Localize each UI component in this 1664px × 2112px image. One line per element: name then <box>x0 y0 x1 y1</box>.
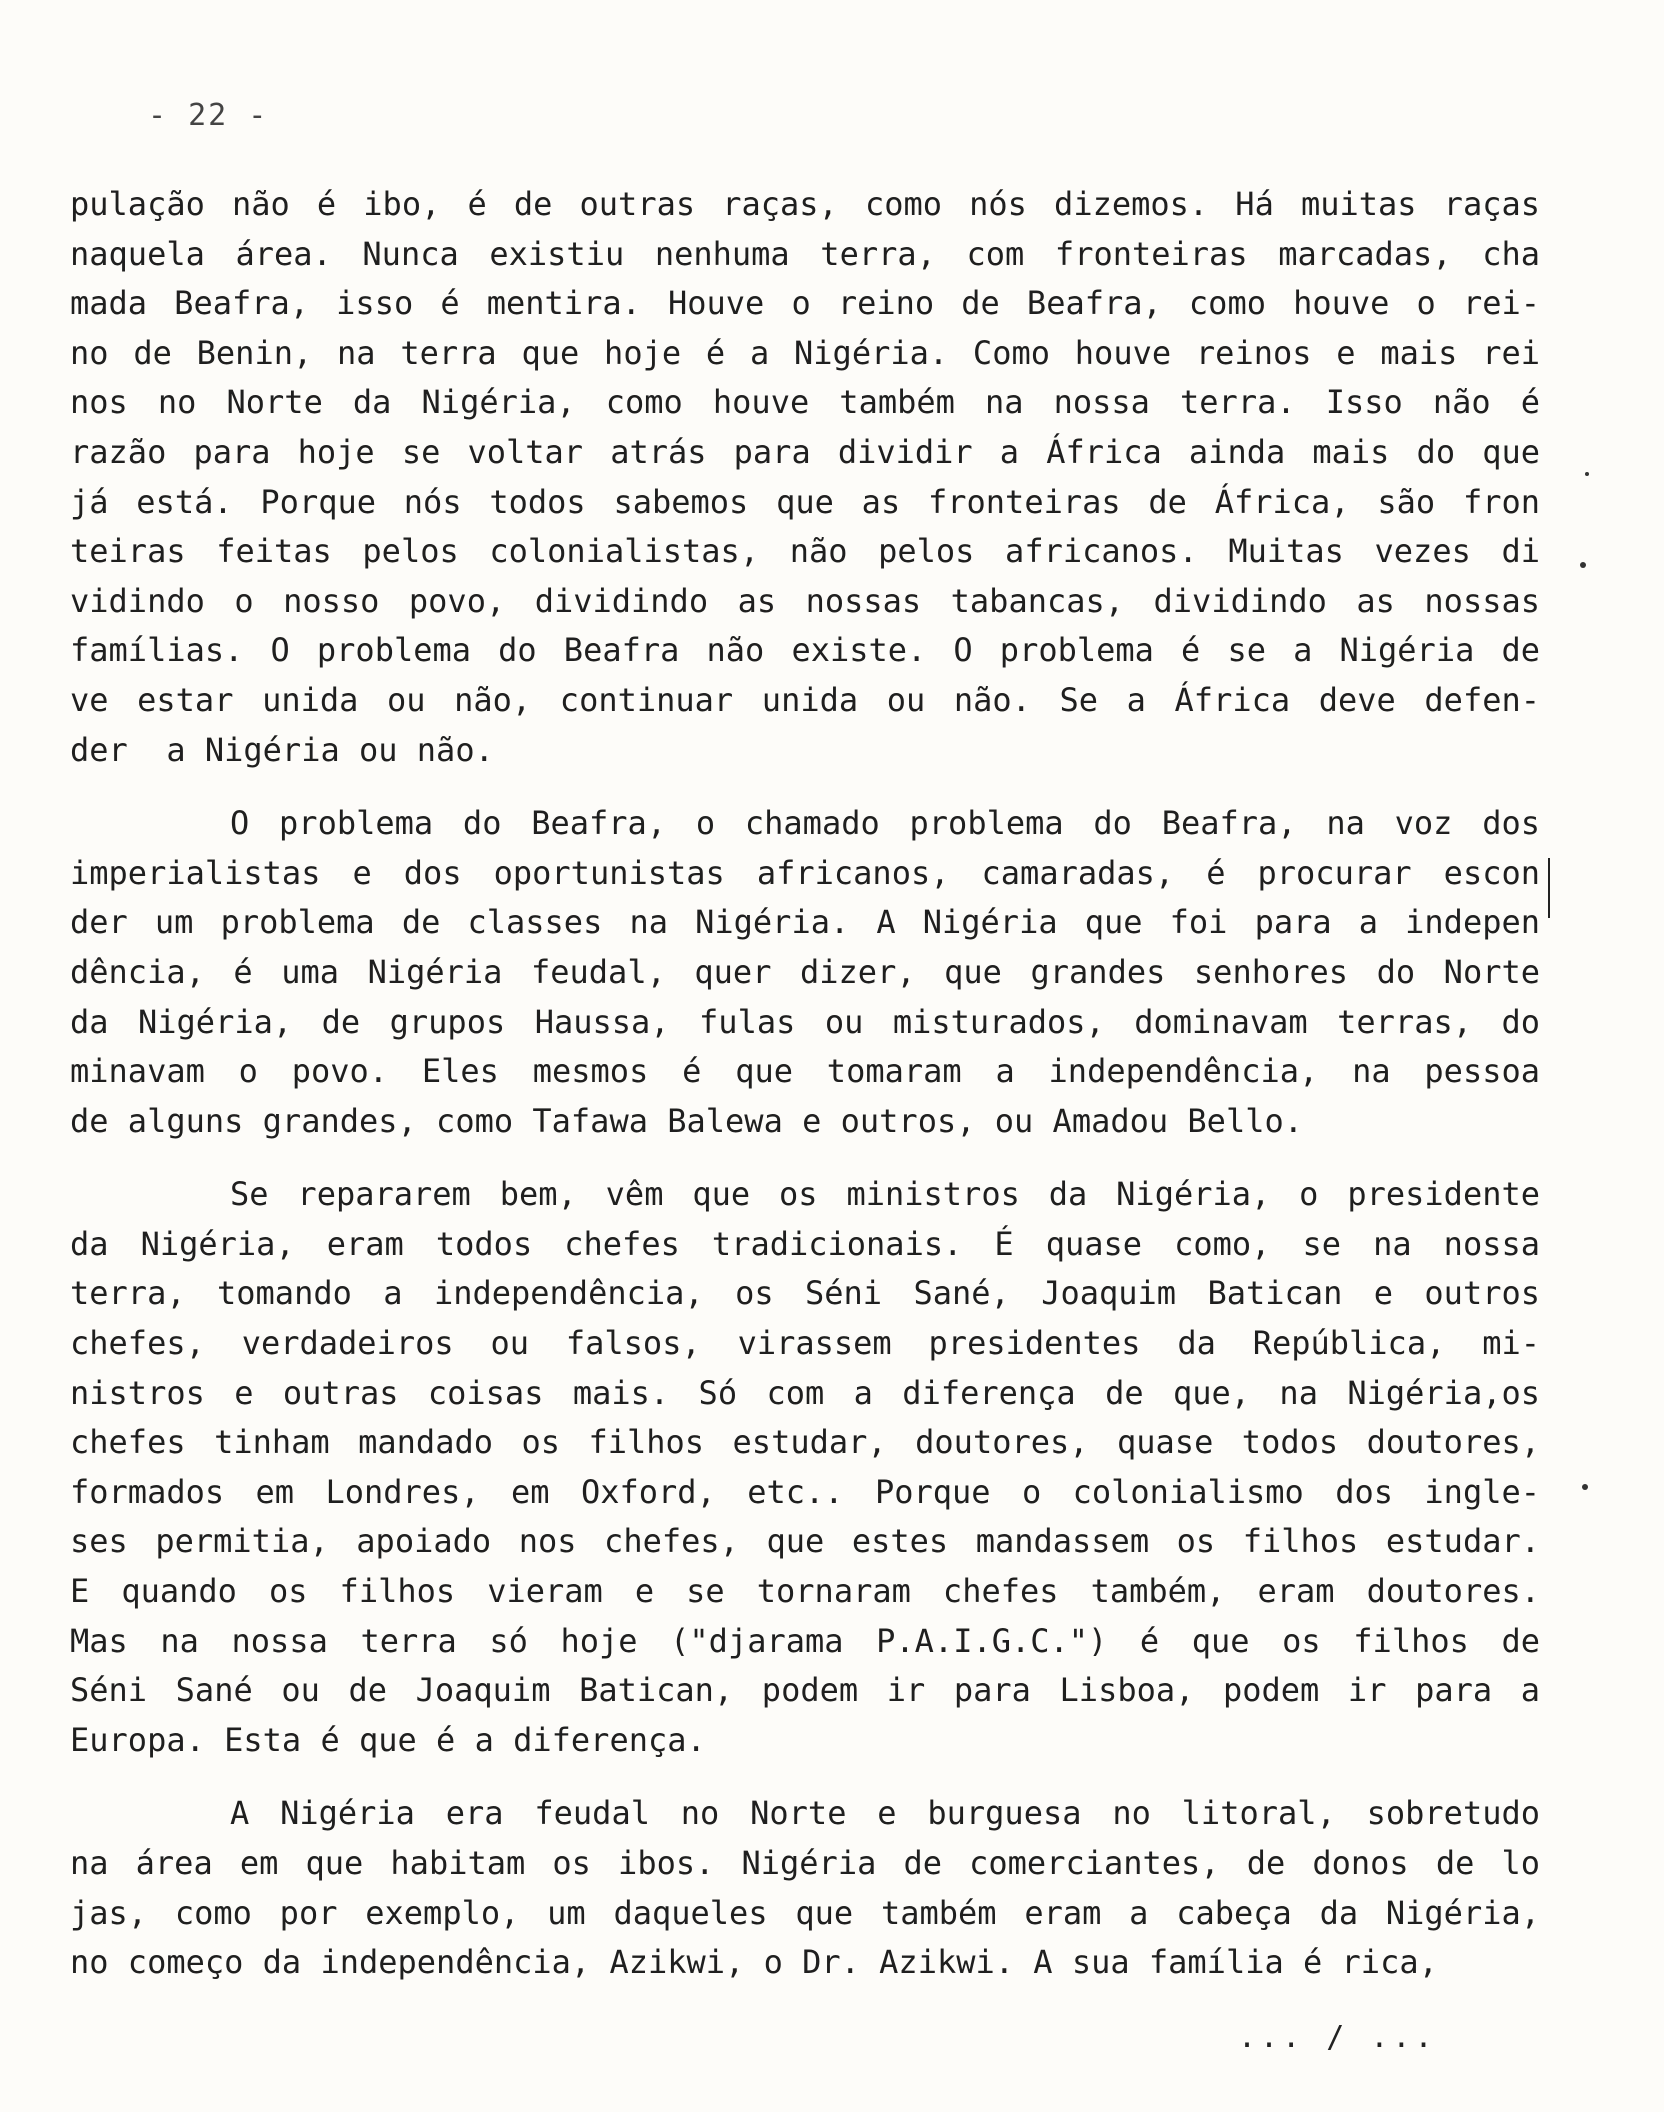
text-line: pulação não é ibo, é de outras raças, como nós dizemos. Há muitas raças <box>70 185 1540 223</box>
text-line: Se repararem bem, vêm que os ministros da Nigéria, o presidente <box>230 1175 1540 1214</box>
paragraph-gap <box>70 775 1540 799</box>
text-line: no de Benin, na terra que hoje é a Nigéria. Como houve reinos e mais rei <box>70 333 1540 372</box>
body-text <box>70 180 1540 1988</box>
paragraph-gap <box>70 1765 1540 1789</box>
text-line: Séni Sané ou de Joaquim Batican, podem ir para Lisboa, podem ir para a <box>70 1671 1540 1710</box>
text-line: de alguns grandes, como Tafawa Balewa e outros, ou Amadou Bello. <box>70 1101 1303 1140</box>
text-line: formados em Londres, em Oxford, etc.. Porque o colonialismo dos ingle- <box>70 1472 1540 1511</box>
text-line: mada Beafra, isso é mentira. Houve o reino de Beafra, como houve o rei- <box>70 284 1540 323</box>
paragraph <box>70 180 1540 775</box>
text-line: na área em que habitam os ibos. Nigéria de comerciantes, de donos de lo <box>70 1844 1540 1882</box>
text-line: nistros e outras coisas mais. Só com a diferença de que, na Nigéria,os <box>70 1373 1540 1412</box>
text-line: ve estar unida ou não, continuar unida ou não. Se a África deve defen- <box>70 680 1540 719</box>
paragraph-gap <box>70 1146 1540 1170</box>
scan-speck <box>1582 1484 1588 1490</box>
text-line: razão para hoje se voltar atrás para dividir a África ainda mais do que <box>70 432 1540 471</box>
text-line: dência, é uma Nigéria feudal, quer dizer, que grandes senhores do Norte <box>70 952 1540 991</box>
text-line: der um problema de classes na Nigéria. A Nigéria que foi para a indepen <box>70 903 1540 942</box>
text-line: famílias. O problema do Beafra não existe. O problema é se a Nigéria de <box>70 631 1540 670</box>
text-line: Europa. Esta é que é a diferença. <box>70 1720 706 1759</box>
text-line: E quando os filhos vieram e se tornaram chefes também, eram doutores. <box>70 1572 1540 1611</box>
paragraph <box>70 799 1540 1146</box>
text-line: A Nigéria era feudal no Norte e burguesa no litoral, sobretudo <box>230 1794 1540 1833</box>
text-line: Mas na nossa terra só hoje ("djarama P.A.I.G.C.") é que os filhos de <box>70 1621 1540 1660</box>
text-line: já está. Porque nós todos sabemos que as fronteiras de África, são fron <box>70 482 1540 521</box>
text-line: ses permitia, apoiado nos chefes, que estes mandassem os filhos estudar. <box>70 1522 1540 1561</box>
paragraph <box>70 1789 1540 1987</box>
scan-speck <box>1580 562 1586 568</box>
text-line: da Nigéria, eram todos chefes tradicionais. É quase como, se na nossa <box>70 1224 1540 1263</box>
text-line: nos no Norte da Nigéria, como houve também na nossa terra. Isso não é <box>70 383 1540 422</box>
margin-bar <box>1548 858 1550 918</box>
paragraph <box>70 1170 1540 1765</box>
scan-speck <box>1585 472 1589 476</box>
continuation-mark: ... / ... <box>1238 2020 1437 2055</box>
text-line: da Nigéria, de grupos Haussa, fulas ou misturados, dominavam terras, do <box>70 1002 1540 1041</box>
text-line: no começo da independência, Azikwi, o Dr. Azikwi. A sua família é rica, <box>70 1943 1438 1982</box>
text-line: vidindo o nosso povo, dividindo as nossas tabancas, dividindo as nossas <box>70 581 1540 620</box>
text-line: O problema do Beafra, o chamado problema do Beafra, na voz dos <box>230 804 1540 843</box>
text-line: chefes, verdadeiros ou falsos, virassem presidentes da República, mi- <box>70 1324 1540 1363</box>
text-line: jas, como por exemplo, um daqueles que também eram a cabeça da Nigéria, <box>70 1893 1540 1932</box>
text-line: teiras feitas pelos colonialistas, não pelos africanos. Muitas vezes di <box>70 532 1540 571</box>
text-line: chefes tinham mandado os filhos estudar, doutores, quase todos doutores, <box>70 1423 1540 1462</box>
text-line: imperialistas e dos oportunistas africanos, camaradas, é procurar escon <box>70 853 1540 892</box>
page-number: - 22 - <box>148 98 269 133</box>
text-line: der a Nigéria ou não. <box>70 730 494 769</box>
text-line: minavam o povo. Eles mesmos é que tomaram a independência, na pessoa <box>70 1052 1540 1091</box>
text-line: naquela área. Nunca existiu nenhuma terra, com fronteiras marcadas, cha <box>70 234 1540 273</box>
text-line: terra, tomando a independência, os Séni Sané, Joaquim Batican e outros <box>70 1274 1540 1313</box>
